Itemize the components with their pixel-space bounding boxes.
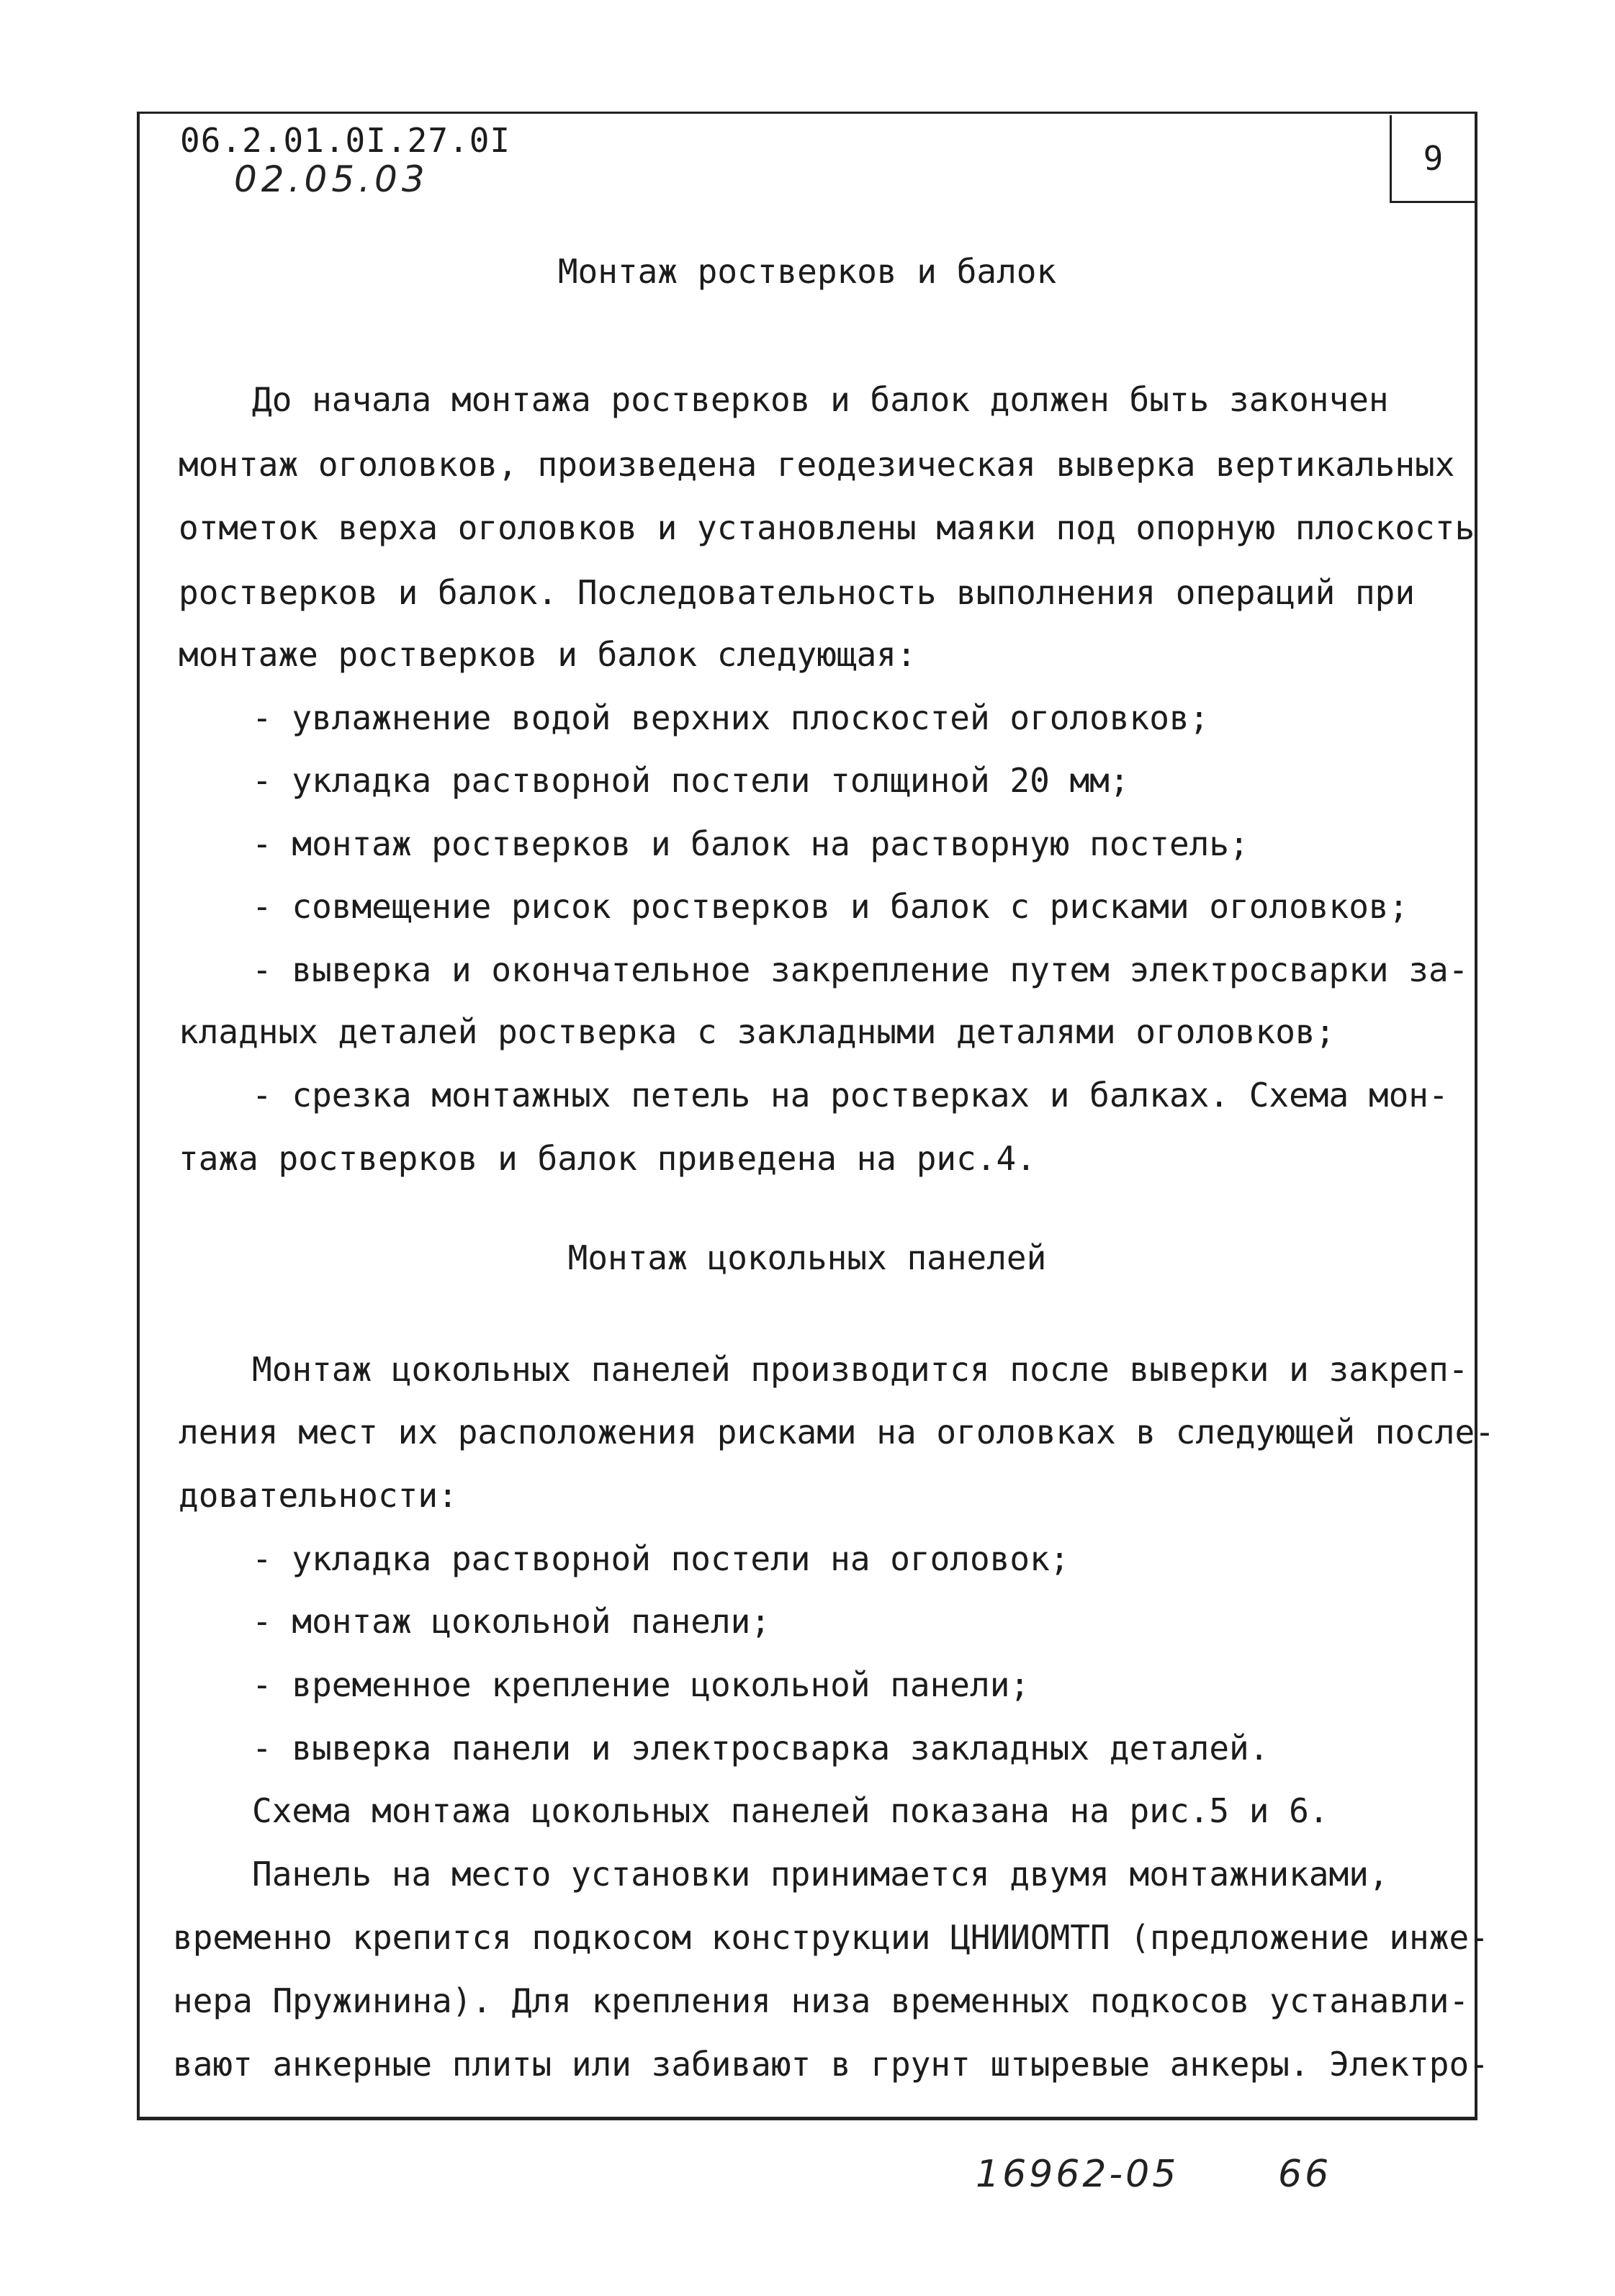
list-item: - монтаж цокольной панели; — [252, 1602, 771, 1641]
text-line: ления мест их расположения рисками на оголовках в следующей после- — [179, 1413, 1495, 1451]
text-line: Монтаж цокольных панелей производится после выверки и закреп- — [252, 1350, 1469, 1389]
list-item: - срезка монтажных петель на ростверках и балках. Схема мон- — [252, 1076, 1449, 1115]
list-item: - монтаж ростверков и балок на растворную постель; — [252, 824, 1249, 863]
list-item: - выверка и окончательное закрепление путем электросварки за- — [252, 950, 1469, 989]
text-line: нера Пружинина). Для крепления низа временных подкосов устанавли- — [173, 1981, 1470, 2020]
list-item: - выверка панели и электросварка закладных деталей. — [252, 1729, 1269, 1768]
handwritten-date: 02.05.03 — [234, 158, 429, 200]
section-title: Монтаж ростверков и балок — [557, 252, 1057, 291]
list-item: - укладка растворной постели толщиной 20 мм; — [252, 761, 1130, 800]
list-item: - укладка растворной постели на оголовок; — [252, 1539, 1070, 1578]
text-line: вают анкерные плиты или забивают в грунт штыревые анкеры. Электро- — [173, 2045, 1489, 2084]
text-line: монтаже ростверков и балок следующая: — [179, 635, 917, 674]
text-line: монтаж оголовков, произведена геодезическая выверка вертикальных — [179, 445, 1455, 484]
text-line: временно крепится подкосом конструкции ЦНИИОМТП (предложение инже- — [173, 1918, 1489, 1957]
text-line: кладных деталей ростверка с закладными деталями оголовков; — [179, 1012, 1336, 1051]
text-line: Схема монтажа цокольных панелей показана на рис.5 и 6. — [252, 1791, 1329, 1830]
page-number-box — [1390, 115, 1475, 203]
section-title: Монтаж цокольных панелей — [567, 1238, 1047, 1277]
footer-sheet-number: 66 — [1278, 2153, 1332, 2196]
text-line: тажа ростверков и балок приведена на рис.4. — [179, 1139, 1036, 1178]
page-number: 9 — [1423, 138, 1444, 178]
list-item: - увлажнение водой верхних плоскостей оголовков; — [252, 698, 1210, 737]
text-line: довательности: — [179, 1476, 458, 1515]
text-line: До начала монтажа ростверков и балок должен быть закончен — [252, 380, 1389, 419]
list-item: - совмещение рисок ростверков и балок с рисками оголовков; — [252, 887, 1409, 926]
text-line: отметок верха оголовков и установлены маяки под опорную плоскость — [179, 508, 1475, 547]
footer-doc-number: 16962-05 — [976, 2153, 1179, 2196]
text-line: ростверков и балок. Последовательность выполнения операций при — [179, 573, 1416, 612]
list-item: - временное крепление цокольной панели; — [252, 1665, 1030, 1704]
text-line: Панель на место установки принимается двумя монтажниками, — [252, 1855, 1389, 1894]
document-code: 06.2.01.0I.27.0I — [180, 121, 511, 160]
